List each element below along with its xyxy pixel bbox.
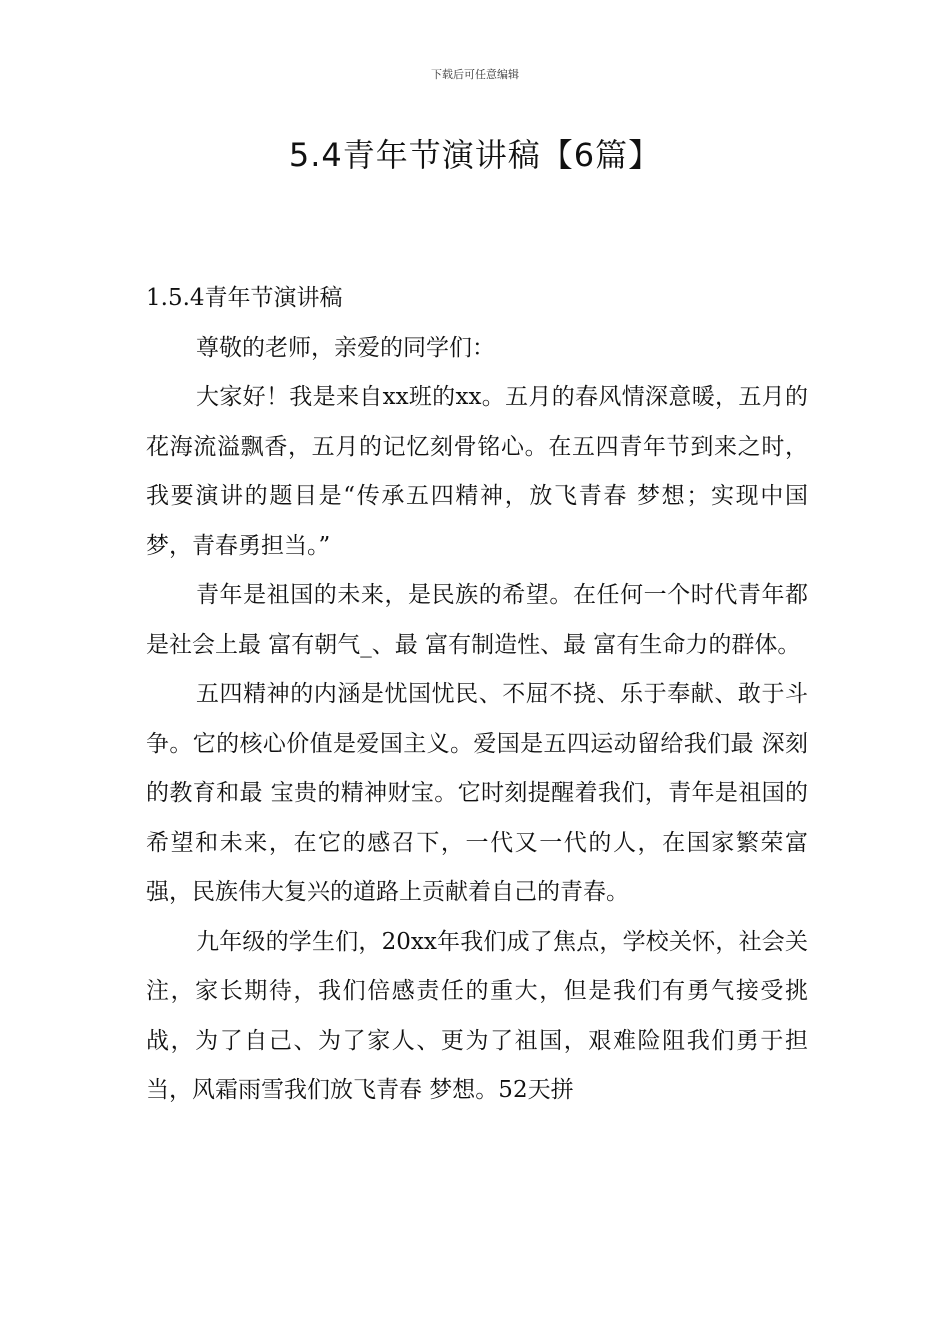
document-title: 5.4青年节演讲稿【6篇】: [288, 136, 662, 174]
section-heading: 1.5.4青年节演讲稿: [146, 285, 343, 311]
paragraph: 大家好！我是来自xx班的xx。五月的春风情深意暖，五月的花海流溢飘香，五月的记忆刻骨铭心。在五四青年节到来之时，我要演讲的题目是“传承五四精神，放飞青春 梦想；实现中国梦，青春勇担当。”: [146, 384, 808, 559]
paragraph: 九年级的学生们，20xx年我们成了焦点，学校关怀，社会关注，家长期待，我们倍感责任的重大，但是我们有勇气接受挑战，为了自己、为了家人、更为了祖国，艰难险阻我们勇于担当，风霜雨雪我们放飞青春 梦想。52天拼: [146, 928, 808, 1103]
header-note: 下载后可任意编辑: [431, 68, 519, 81]
document-body: [146, 274, 808, 1116]
salutation-paragraph: 尊敬的老师，亲爱的同学们：: [196, 334, 495, 361]
paragraph: 青年是祖国的未来，是民族的希望。在任何一个时代青年都是社会上最 富有朝气_、最 富有制造性、最 富有生命力的群体。: [146, 582, 808, 658]
paragraph: 五四精神的内涵是忧国忧民、不屈不挠、乐于奉献、敢于斗争。它的核心价值是爱国主义。爱国是五四运动留给我们最 深刻的教育和最 宝贵的精神财宝。它时刻提醒着我们，青年是祖国的希望和未来，在它的感召下，一代又一代的人，在国家繁荣富强，民族伟大复兴的道路上贡献着自己的青春。: [146, 681, 808, 905]
